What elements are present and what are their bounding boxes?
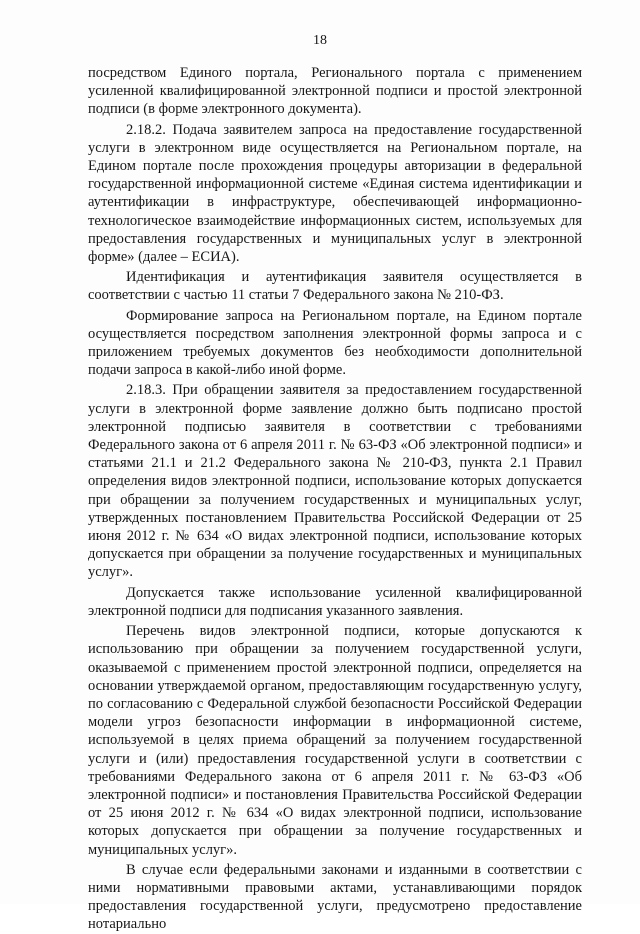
paragraph-1: посредством Единого портала, Регионального портала с применением усиленной квалифицированной электронной подписи и простой электронной подписи (в форме электронного документа). [88, 65, 582, 118]
paragraph-7: Перечень видов электронной подписи, которые допускаются к использованию при обращении за получением государственной услуги, оказываемой с применением простой электронной подписи, определяется на основании утверждаемой органом, предоставляющим государственную услугу, по согласованию с Федеральной службой безопасности Российской Федерации модели угроз безопасности информации в информационной системе, используемой в целях приема обращений за получением государственной услуги и (или) предоставления государственной услуги в соответствии с требованиями Федерального закона от 6 апреля 2011 г. № 63-ФЗ «Об электронной подписи» и постановления Правительства Российской Федерации от 25 июня 2012 г. № 634 «О видах электронной подписи, использование которых допускается при обращении за получение государственных и муниципальных услуг». [88, 623, 582, 858]
paragraph-2: 2.18.2. Подача заявителем запроса на предоставление государственной услуги в электронном виде осуществляется на Региональном портале, на Едином портале после прохождения процедуры авторизации в федеральной государственной информационной системе «Единая система идентификации и аутентификации в инфраструктуре, обеспечивающей информационно-технологическое взаимодействие информационных систем, используемых для предоставления государственных и муниципальных услуг в электронной форме» (далее – ЕСИА). [88, 121, 582, 266]
paragraph-6: Допускается также использование усиленной квалифицированной электронной подписи для подписания указанного заявления. [88, 584, 582, 619]
paragraph-4: Формирование запроса на Региональном портале, на Едином портале осуществляется посредством заполнения электронной формы запроса и с приложением требуемых документов без необходимости дополнительной подачи запроса в какой-либо иной форме. [88, 307, 582, 379]
paragraph-8: В случае если федеральными законами и изданными в соответствии с ними нормативными правовыми актами, устанавливающими порядок предоставления государственной услуги, предусмотрено предоставление нотариально [88, 861, 582, 933]
page-number: 18 [313, 33, 327, 48]
paragraph-3: Идентификация и аутентификация заявителя осуществляется в соответствии с частью 11 статьи 7 Федерального закона № 210-ФЗ. [88, 269, 582, 304]
document-body [88, 64, 582, 934]
paragraph-5: 2.18.3. При обращении заявителя за предоставлением государственной услуги в электронной форме заявление должно быть подписано простой электронной подписью заявителя в соответствии с требованиями Федерального закона от 6 апреля 2011 г. № 63-ФЗ «Об электронной подписи» и статьями 21.1 и 21.2 Федерального закона № 210-ФЗ, пункта 2.1 Правил определения видов электронной подписи, использование которых допускается при обращении за получением государственных и муниципальных услуг, утвержденных постановлением Правительства Российской Федерации от 25 июня 2012 г. № 634 «О видах электронной подписи, использование которых допускается при обращении за получение государственных и муниципальных услуг». [88, 382, 582, 581]
